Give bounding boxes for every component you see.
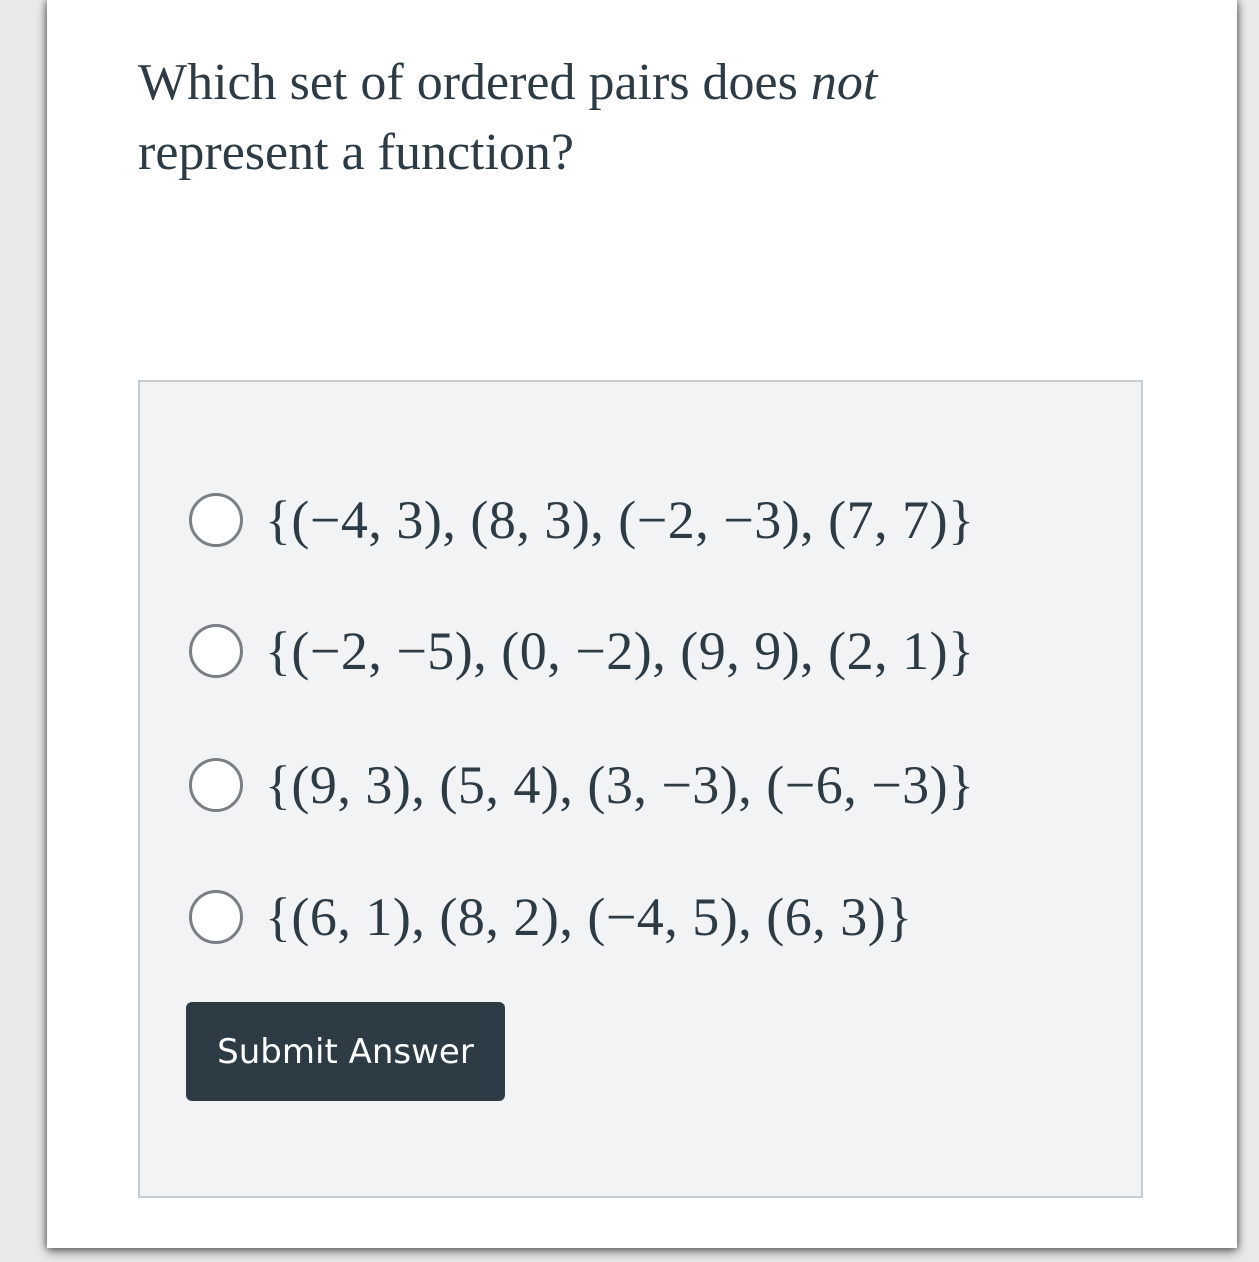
question-emphasis: not xyxy=(810,54,878,111)
answer-option-4[interactable] xyxy=(189,882,913,952)
radio-button-4[interactable] xyxy=(189,890,243,944)
question-text xyxy=(138,48,1018,188)
question-text-after: represent a function? xyxy=(138,124,575,181)
radio-button-1[interactable] xyxy=(189,493,243,547)
answer-option-1[interactable] xyxy=(189,485,975,555)
radio-button-3[interactable] xyxy=(189,758,243,812)
answer-option-3[interactable] xyxy=(189,750,975,820)
answer-option-3-label[interactable]: {(9, 3), (5, 4), (3, −3), (−6, −3)} xyxy=(265,755,975,815)
answer-choices xyxy=(138,380,1143,1198)
question-text-before: Which set of ordered pairs does xyxy=(138,54,811,111)
answer-option-4-label[interactable]: {(6, 1), (8, 2), (−4, 5), (6, 3)} xyxy=(265,887,913,947)
answer-option-2[interactable] xyxy=(189,616,975,686)
answer-option-1-label[interactable]: {(−4, 3), (8, 3), (−2, −3), (7, 7)} xyxy=(265,490,975,550)
question-card xyxy=(47,0,1237,1248)
answer-option-2-label[interactable]: {(−2, −5), (0, −2), (9, 9), (2, 1)} xyxy=(265,621,975,681)
submit-answer-button[interactable]: Submit Answer xyxy=(186,1002,505,1101)
radio-button-2[interactable] xyxy=(189,624,243,678)
